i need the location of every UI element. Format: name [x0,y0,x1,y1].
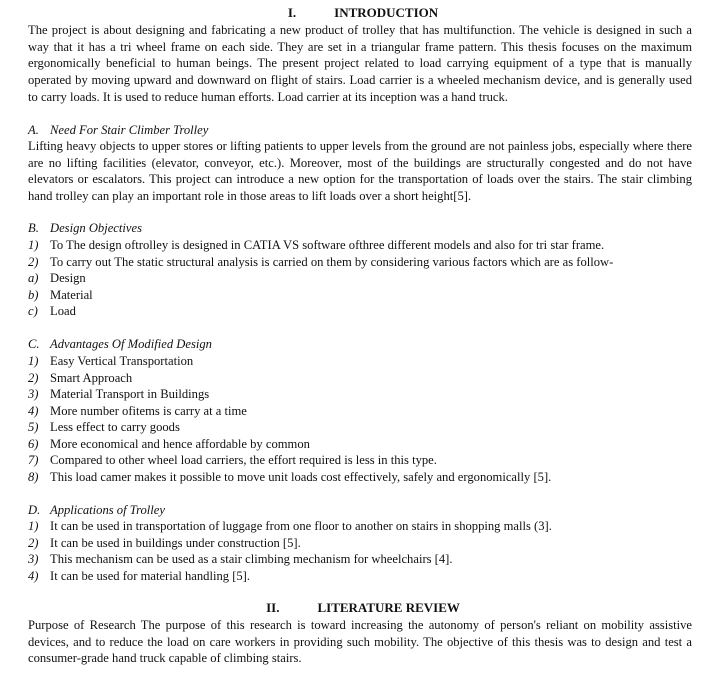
list-item [28,419,180,435]
list-marker: 8) [28,470,39,484]
subsection-letter: A. [28,123,39,137]
section-title: INTRODUCTION [334,5,439,20]
list-text: Smart Approach [50,371,133,385]
section-heading-introduction [0,5,726,21]
list-item [28,370,132,386]
list-text: It can be used in buildings under construction [5]. [50,536,301,550]
subsection-title: Design Objectives [50,221,142,235]
list-item [28,436,310,452]
list-marker: 5) [28,420,39,434]
list-text: Less effect to carry goods [50,420,180,434]
section-title: LITERATURE REVIEW [317,600,460,615]
subsection-title: Need For Stair Climber Trolley [50,123,209,137]
list-marker: 2) [28,371,39,385]
list-text: Easy Vertical Transportation [50,354,194,368]
subsection-title: Applications of Trolley [50,503,165,517]
list-text: Load [50,304,76,318]
list-item [28,535,301,551]
list-item [28,237,604,253]
list-text: Material Transport in Buildings [50,387,210,401]
list-text: More economical and hence affordable by common [50,437,310,451]
subsection-letter: D. [28,503,41,517]
list-text: Design [50,271,86,285]
list-item [28,452,437,468]
subsection-heading-applications [28,502,165,518]
section-number: II. [266,600,280,615]
list-marker: 1) [28,354,39,368]
subsection-heading-objectives [28,220,142,236]
list-item [28,551,453,567]
list-text: More number ofitems is carry at a time [50,404,247,418]
list-text: This mechanism can be used as a stair climbing mechanism for wheelchairs [4]. [50,552,453,566]
list-marker: 6) [28,437,39,451]
list-marker: 2) [28,536,39,550]
list-text: Compared to other wheel load carriers, the effort required is less in this type. [50,453,437,467]
list-item [28,386,209,402]
list-text: It can be used for material handling [5]. [50,569,251,583]
list-item [28,469,551,485]
list-item [28,568,250,584]
subsection-title: Advantages Of Modified Design [50,337,212,351]
list-text: It can be used in transportation of luggage from one floor to another on stairs in shopping malls (3]. [50,519,552,533]
list-marker: 7) [28,453,39,467]
subsection-heading-advantages [28,336,212,352]
list-marker: 1) [28,238,39,252]
list-marker: 1) [28,519,39,533]
list-item [28,518,552,534]
subsection-letter: B. [28,221,39,235]
section-number: I. [287,5,297,20]
list-marker: c) [28,304,38,318]
list-marker: 4) [28,404,39,418]
list-marker: 3) [28,552,39,566]
list-item [28,353,193,369]
list-marker: a) [28,271,39,285]
list-marker: 2) [28,255,39,269]
section-heading-literature-review [0,600,726,616]
list-item [28,403,247,419]
list-item [28,270,86,286]
list-text: To carry out The static structural analysis is carried on them by considering various factors which are as follow- [50,255,614,269]
list-text: Material [50,288,93,302]
list-marker: 3) [28,387,39,401]
list-marker: 4) [28,569,39,583]
list-text: To The design oftrolley is designed in CATIA VS software ofthree different models and also for tri star frame. [50,238,605,252]
literature-paragraph: Purpose of Research The purpose of this research is toward increasing the autonomy of person's reliant on mobility assistive devices, and to reduce the load on care workers in providing such mobility. The objective of this thesis was to design and test a consumer-grade hand truck capable of climbing stairs. [28,618,692,666]
list-item [28,287,93,303]
list-text: This load camer makes it possible to move unit loads cost effectively, safely and ergonomically [5]. [50,470,552,484]
need-paragraph: Lifting heavy objects to upper stores or lifting patients to upper levels from the ground are not painless jobs, especially where there are no lifting facilities (elevator, conveyor, etc.). Moreover, most of the buildings are structurally congested and do not have elevators or escalators. This project can introduce a new option for the transportation of loads over the stairs. The stair climbing hand trolley can play an important role in those areas to lift loads over a short height[5]. [28,139,692,204]
subsection-letter: C. [28,337,40,351]
subsection-heading-need [28,122,208,138]
list-marker: b) [28,288,39,302]
list-item [28,254,613,270]
introduction-paragraph: The project is about designing and fabricating a new product of trolley that has multifunction. The vehicle is designed in such a way that it has a tri wheel frame on each side. They are set in a triangular frame pattern. This thesis focuses on the maximum ergonomically beneficial to human beings. The present project related to load carrying equipment of a type that is manually operated by moving upward and downward on flight of stairs. Load carrier is a wheeled mechanism device, and is generally used to carry loads. It is used to reduce human efforts. Load carrier at its inception was a hand truck. [28,23,692,104]
list-item [28,303,76,319]
